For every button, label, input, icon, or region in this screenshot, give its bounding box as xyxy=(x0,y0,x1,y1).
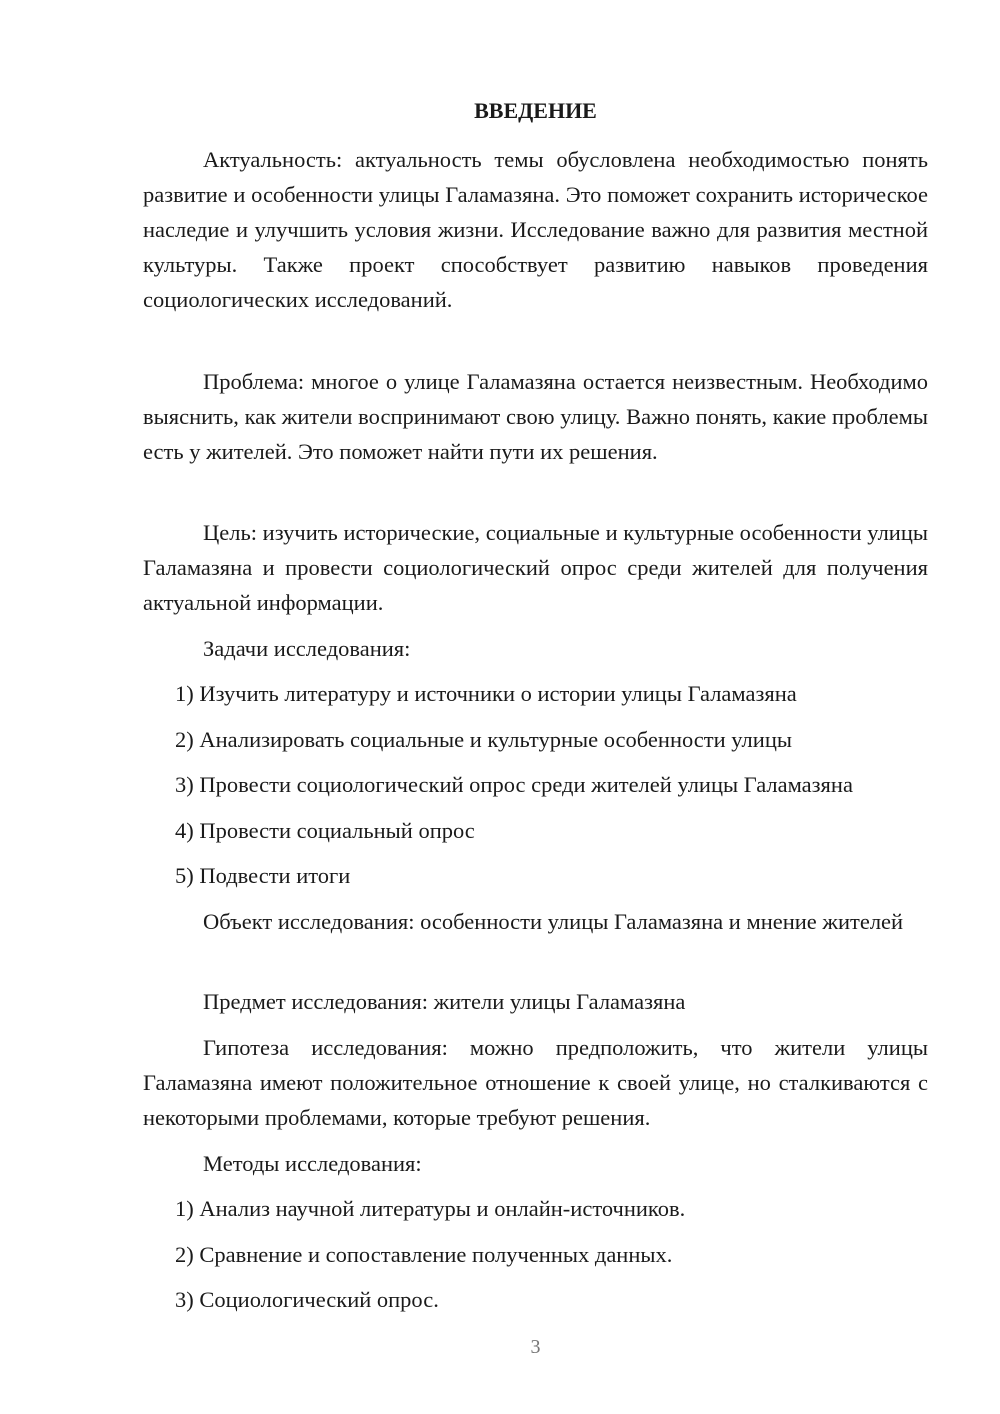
task-item: 3) Провести социологический опрос среди жителей улицы Галамазяна xyxy=(175,772,853,797)
problem-paragraph: Проблема: многое о улице Галамазяна остается неизвестным. Необходимо выяснить, как жители воспринимают свою улицу. Важно понять, какие проблемы есть у жителей. Это поможет найти пути их решения. xyxy=(143,369,928,464)
method-item: 1) Анализ научной литературы и онлайн-источников. xyxy=(175,1196,686,1221)
methods-title: Методы исследования: xyxy=(203,1151,422,1176)
page-title: ВВЕДЕНИЕ xyxy=(474,98,597,123)
task-item: 1) Изучить литературу и источники о истории улицы Галамазяна xyxy=(175,681,797,706)
hypothesis-paragraph: Гипотеза исследования: можно предположить, что жители улицы Галамазяна имеют положительное отношение к своей улице, но сталкиваются с некоторыми проблемами, которые требуют решения. xyxy=(143,1035,928,1130)
object-paragraph: Объект исследования: особенности улицы Галамазяна и мнение жителей xyxy=(203,909,904,934)
goal-paragraph: Цель: изучить исторические, социальные и культурные особенности улицы Галамазяна и провести социологический опрос среди жителей для получения актуальной информации. xyxy=(143,520,928,615)
relevance-paragraph: Актуальность: актуальность темы обусловлена необходимостью понять развитие и особенности улицы Галамазяна. Это поможет сохранить историческое наследие и улучшить условия жизни. Исследование важно для развития местной культуры. Также проект способствует развитию навыков проведения социологических исследований. xyxy=(143,147,928,312)
task-item: 4) Провести социальный опрос xyxy=(175,818,475,843)
task-item: 2) Анализировать социальные и культурные особенности улицы xyxy=(175,727,792,752)
method-item: 3) Социологический опрос. xyxy=(175,1287,439,1312)
task-item: 5) Подвести итоги xyxy=(175,863,351,888)
page-number: 3 xyxy=(530,1336,541,1358)
method-item: 2) Сравнение и сопоставление полученных данных. xyxy=(175,1242,673,1267)
subject-paragraph: Предмет исследования: жители улицы Галамазяна xyxy=(203,989,686,1014)
tasks-title: Задачи исследования: xyxy=(203,636,411,661)
document-page xyxy=(143,0,928,1414)
